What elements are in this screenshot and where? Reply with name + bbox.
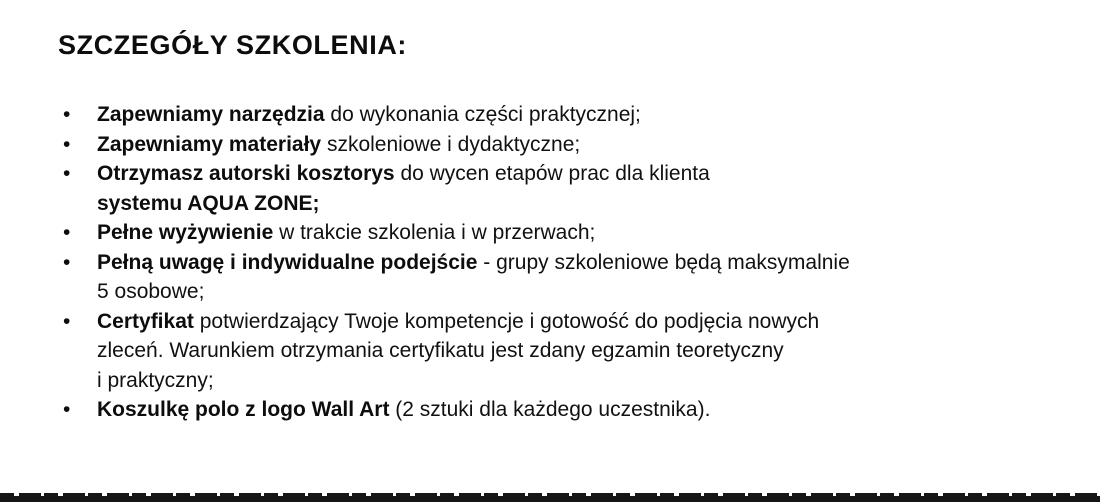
list-item xyxy=(63,218,1060,248)
list-item-content xyxy=(97,100,1060,130)
list-item xyxy=(63,395,1060,425)
list-item-content xyxy=(97,307,1060,396)
list-item-text: potwierdzający Twoje kompetencje i gotowość do podjęcia nowych xyxy=(193,309,820,333)
list-item-content xyxy=(97,130,1060,160)
list-item-text: do wycen etapów prac dla klienta xyxy=(394,162,710,185)
list-item-text-line3: i praktyczny; xyxy=(97,368,214,392)
bullet-marker: • xyxy=(63,221,71,244)
list-item xyxy=(63,100,1060,130)
list-item-content xyxy=(97,248,1060,307)
list-item-content xyxy=(97,159,1060,218)
list-item xyxy=(63,130,1060,160)
list-item-content xyxy=(97,395,1060,425)
cut-off-strip-base xyxy=(0,496,1100,502)
list-item-text: do wykonania części praktycznej; xyxy=(324,103,641,126)
list-item xyxy=(63,248,1060,307)
list-item-bold: Otrzymasz autorski kosztorys xyxy=(97,162,395,185)
list-item-text-line2: 5 osobowe; xyxy=(97,280,205,303)
bullet-marker: • xyxy=(63,398,71,421)
bullet-marker: • xyxy=(63,132,71,156)
list-item-text: (2 sztuki dla każdego uczestnika). xyxy=(389,398,711,421)
list-item-bold: Certyfikat xyxy=(97,309,194,333)
bullet-marker: • xyxy=(63,250,71,274)
list-item-bold: Zapewniamy materiały xyxy=(97,132,322,156)
list-item-bold: Pełną uwagę i indywidualne podejście xyxy=(97,250,478,274)
list-item-text: w trakcie szkolenia i w przerwach; xyxy=(273,221,596,244)
page-title: SZCZEGÓŁY SZKOLENIA: xyxy=(58,30,408,60)
bullet-marker: • xyxy=(63,103,71,126)
list-item-bold: Zapewniamy narzędzia xyxy=(97,103,325,126)
list-item xyxy=(63,159,1060,218)
page-content xyxy=(58,30,1060,425)
list-item xyxy=(63,307,1060,396)
list-item-bold-line2: systemu AQUA ZONE; xyxy=(97,191,320,215)
list-item-bold: Koszulkę polo z logo Wall Art xyxy=(97,398,390,421)
bullet-marker: • xyxy=(63,162,71,185)
list-item-text: szkoleniowe i dydaktyczne; xyxy=(321,132,581,156)
list-item-text: - grupy szkoleniowe będą maksymalnie xyxy=(477,250,850,274)
training-details-list xyxy=(58,100,1060,425)
list-item-bold: Pełne wyżywienie xyxy=(97,221,274,244)
list-item-text-line2: zleceń. Warunkiem otrzymania certyfikatu jest zdany egzamin teoretyczny xyxy=(97,339,784,362)
bullet-marker: • xyxy=(63,309,71,333)
cut-off-content-strip xyxy=(0,493,1100,502)
list-item-content xyxy=(97,218,1060,248)
